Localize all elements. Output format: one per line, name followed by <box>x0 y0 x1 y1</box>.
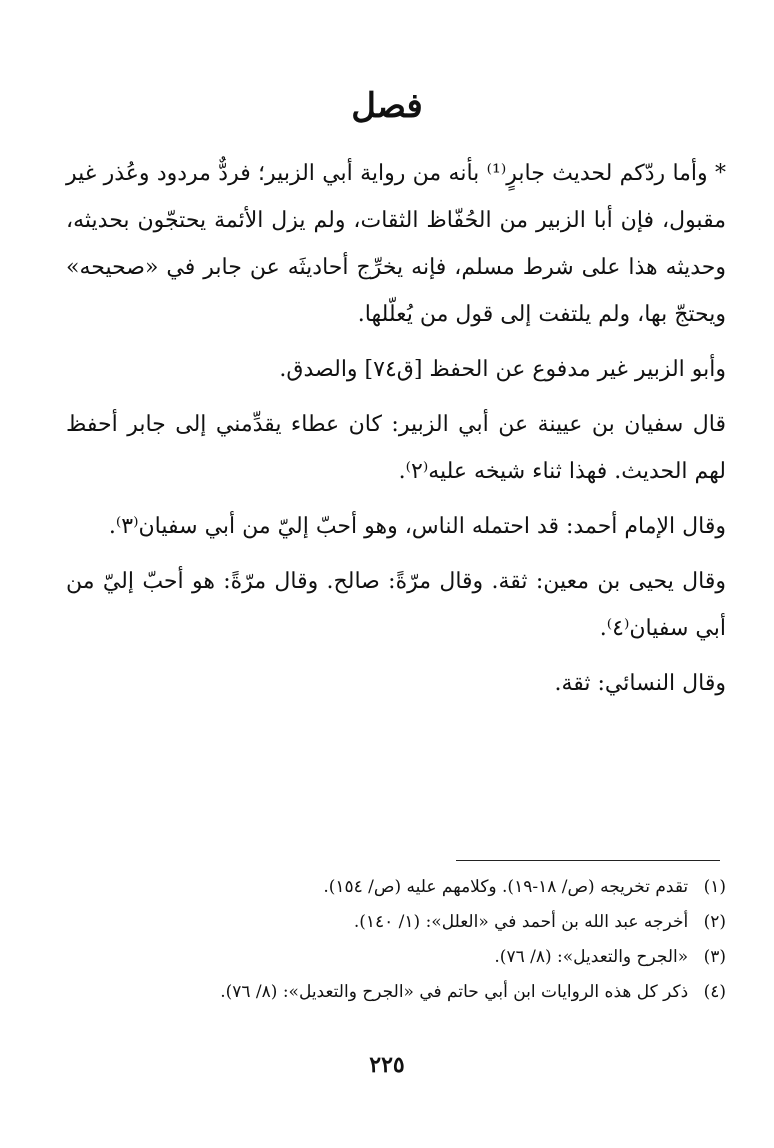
paragraph-hifz: وأبو الزبير غير مدفوع عن الحفظ [ق٧٤] والصدق. <box>279 357 726 382</box>
footnote-item <box>120 905 726 940</box>
page-number: ٢٢٥ <box>369 1052 405 1078</box>
paragraph-ibn-main: وقال يحيى بن معين: ثقة. وقال مرّةً: صالح. وقال مرّةً: هو أحبّ إليّ من أبي سفيان⁽٤⁾. <box>66 569 726 641</box>
footnote-number: (١) <box>703 877 726 897</box>
section-title: فصل <box>351 86 423 126</box>
paragraph-nasai: وقال النسائي: ثقة. <box>554 671 726 696</box>
main-text <box>66 150 726 715</box>
footnote-number: (٤) <box>703 982 726 1002</box>
footnote-text: أخرجه عبد الله بن أحمد في «العلل»: (١/ ١٤٠). <box>353 912 689 932</box>
paragraph-ahmad: وقال الإمام أحمد: قد احتمله الناس، وهو أحبّ إليّ من أبي سفيان⁽٣⁾. <box>108 514 726 539</box>
footnote-item <box>120 940 726 975</box>
footnote-item <box>120 870 726 905</box>
paragraph-sufyan: قال سفيان بن عيينة عن أبي الزبير: كان عطاء يقدِّمني إلى جابر أحفظ لهم الحديث. فهذا ثناء شيخه عليه⁽٢⁾. <box>66 412 726 484</box>
footnotes <box>120 870 726 1010</box>
paragraph-jabir-hadith: * وأما ردّكم لحديث جابرٍ⁽¹⁾ بأنه من رواية أبي الزبير؛ فردٌّ مردود وعُذر غير مقبول، فإن أبا الزبير من الحُفّاظ الثقات، ولم يزل الأئمة يحتجّون بحديثه، وحديثه هذا على شرط مسلم، فإنه يخرِّج أحاديثَه عن جابر في «صحيحه» ويحتجّ بها، ولم يلتفت إلى قول من يُعلّلها. <box>66 161 726 327</box>
footnote-text: «الجرح والتعديل»: (٨/ ٧٦). <box>494 947 689 967</box>
footnote-number: (٢) <box>703 912 726 932</box>
footnote-number: (٣) <box>703 947 726 967</box>
footnote-text: تقدم تخريجه (ص/ ١٨-١٩). وكلامهم عليه (ص/ ١٥٤). <box>323 877 689 897</box>
footnote-item <box>120 975 726 1010</box>
footnote-divider <box>456 860 720 861</box>
footnote-text: ذكر كل هذه الروايات ابن أبي حاتم في «الجرح والتعديل»: (٨/ ٧٦). <box>220 982 689 1002</box>
